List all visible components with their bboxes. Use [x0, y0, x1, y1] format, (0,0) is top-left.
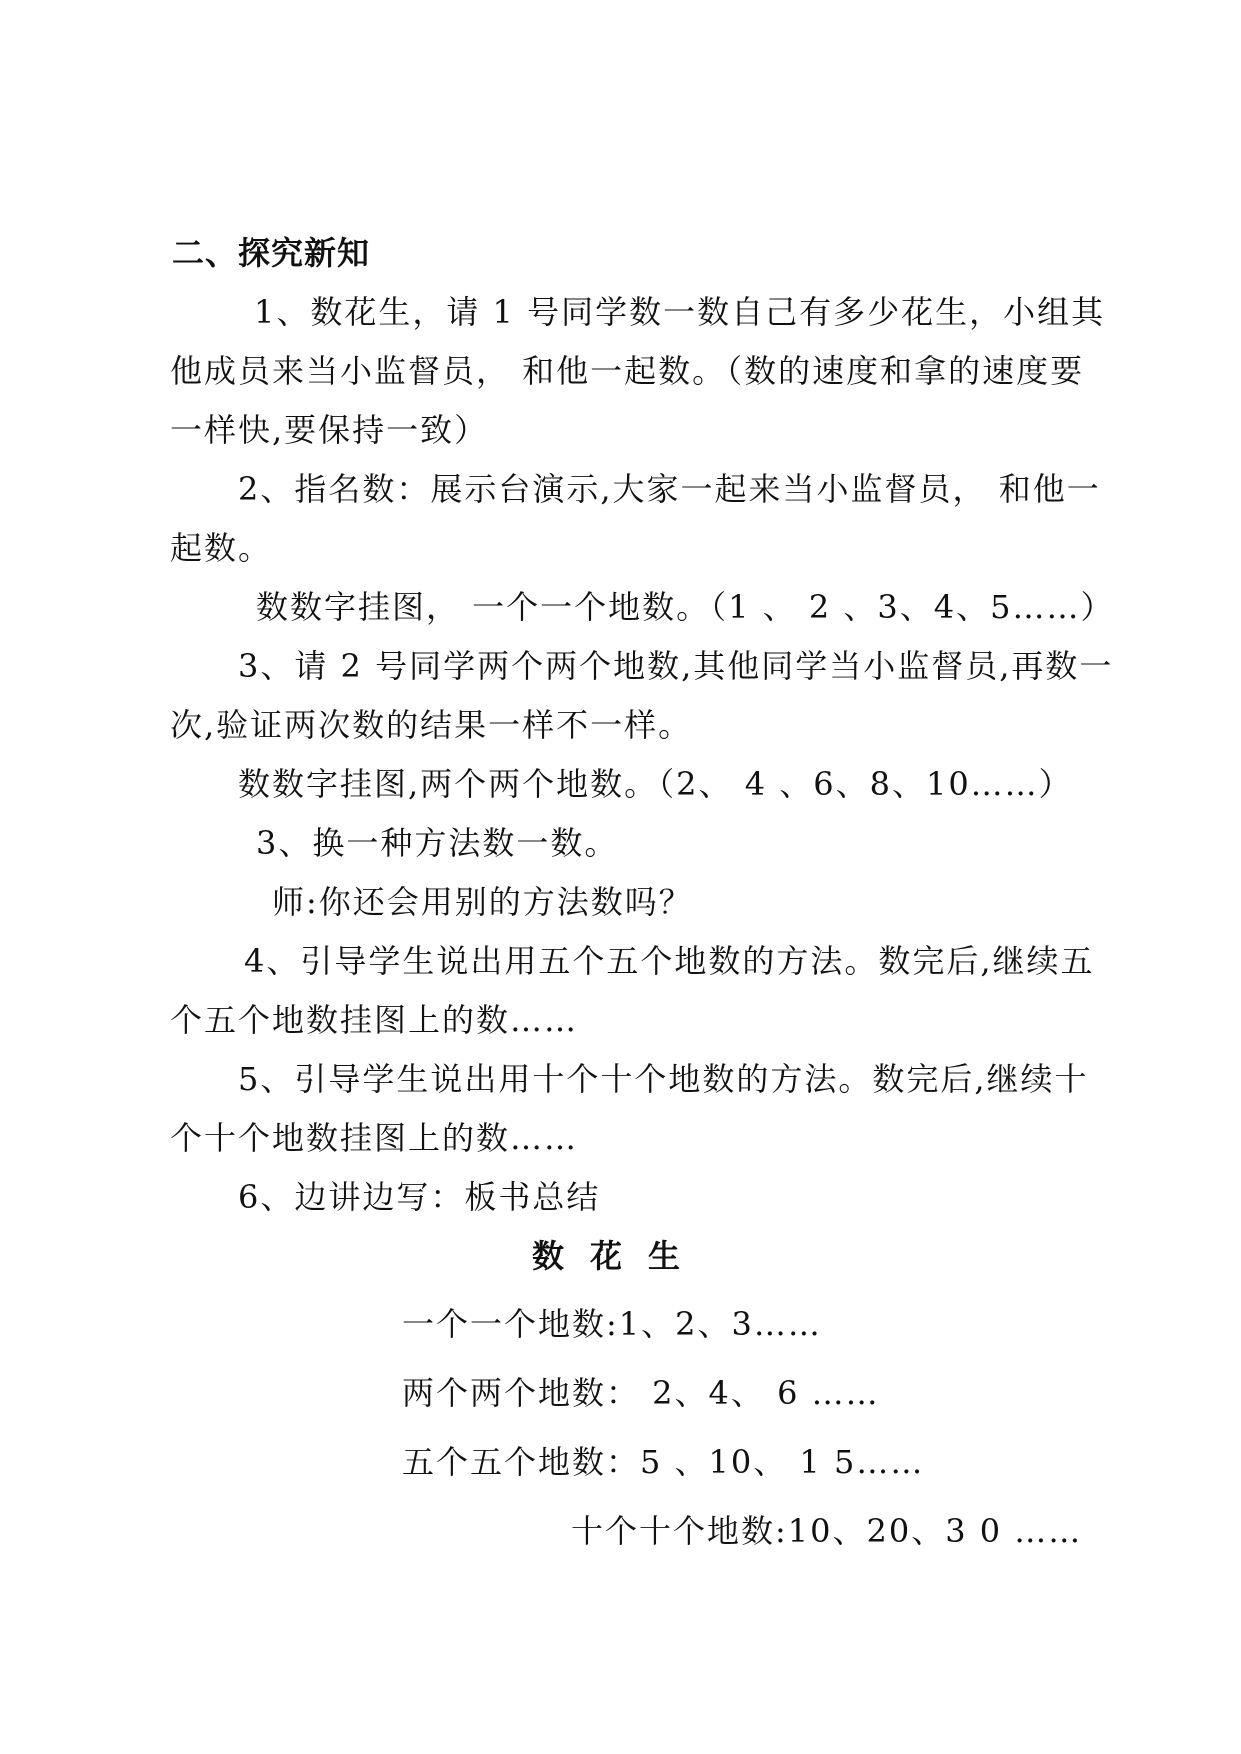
paragraph-line: 师:你还会用别的方法数吗？ — [272, 883, 693, 921]
paragraph-line: 数数字挂图,两个两个地数。（2、 4 、6、8、10……） — [238, 765, 1073, 803]
paragraph-line: 个五个地数挂图上的数…… — [170, 1001, 579, 1039]
paragraph-line: 起数。 — [170, 529, 273, 567]
paragraph-line: 5、引导学生说出用十个十个地数的方法。数完后,继续十 — [238, 1060, 1089, 1098]
board-line: 五个五个地数：5 、10、 1 5…… — [402, 1443, 925, 1481]
paragraph-line: 一样快,要保持一致） — [170, 411, 489, 449]
paragraph-line: 1、数花生，请 1 号同学数一数自己有多少花生，小组其 — [254, 293, 1106, 331]
section-heading: 二、探究新知 — [172, 234, 371, 272]
board-line: 十个十个地数:10、20、3 0 …… — [571, 1512, 1083, 1550]
paragraph-line: 个十个地数挂图上的数…… — [170, 1119, 579, 1157]
paragraph-line: 数数字挂图， 一个一个地数。（1 、 2 、3、4、5……） — [256, 588, 1115, 626]
board-line: 两个两个地数： 2、4、 6 …… — [402, 1374, 880, 1412]
paragraph-line: 3、换一种方法数一数。 — [256, 824, 619, 862]
board-title: 数花生 — [532, 1237, 707, 1275]
paragraph-line: 他成员来当小监督员， 和他一起数。（数的速度和拿的速度要 — [170, 352, 1085, 390]
paragraph-line: 6、边讲边写：板书总结 — [238, 1178, 601, 1216]
paragraph-line: 次,验证两次数的结果一样不一样。 — [170, 706, 693, 744]
paragraph-line: 2、指名数：展示台演示,大家一起来当小监督员， 和他一 — [238, 470, 1101, 508]
board-line: 一个一个地数:1、2、3…… — [402, 1305, 822, 1343]
paragraph-line: 3、请 2 号同学两个两个地数,其他同学当小监督员,再数一 — [238, 647, 1114, 685]
paragraph-line: 4、引导学生说出用五个五个地数的方法。数完后,继续五 — [244, 942, 1095, 980]
